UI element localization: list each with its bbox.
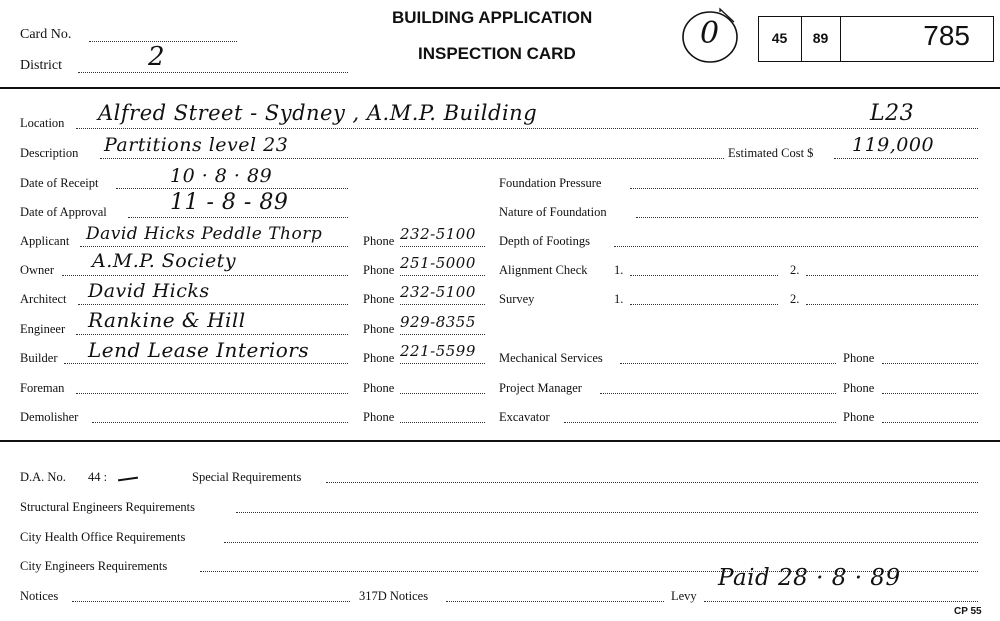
levy-value: Paid 28 · 8 · 89	[718, 565, 901, 591]
applicant-label: Applicant	[20, 234, 70, 248]
box-code-2: 89	[812, 30, 829, 46]
architect-phone-label: Phone	[363, 292, 395, 306]
demolisher-phone-field[interactable]	[400, 422, 485, 423]
foundation-pressure-label: Foundation Pressure	[499, 176, 602, 190]
engineer-phone-label: Phone	[363, 322, 395, 336]
description-label: Description	[20, 146, 79, 160]
engineer-value: Rankine & Hill	[88, 308, 246, 332]
location-label: Location	[20, 116, 65, 130]
estimated-cost-label: Estimated Cost $	[728, 146, 814, 160]
health-label: City Health Office Requirements	[20, 530, 186, 544]
foundation-pressure-field[interactable]	[630, 188, 978, 189]
form-code: CP 55	[954, 606, 982, 617]
applicant-phone-label: Phone	[363, 234, 395, 248]
special-requirements-field[interactable]	[326, 482, 978, 483]
applicant-value: David Hicks Peddle Thorp	[86, 224, 323, 244]
engineer-field[interactable]	[76, 334, 348, 335]
foreman-phone-label: Phone	[363, 381, 395, 395]
top-rule	[0, 87, 1000, 89]
architect-phone: 232-5100	[400, 283, 476, 301]
alignment-label: Alignment Check	[499, 263, 588, 277]
receipt-field[interactable]	[116, 188, 348, 189]
city-engineers-label: City Engineers Requirements	[20, 559, 168, 573]
special-requirements-label: Special Requirements	[192, 470, 302, 484]
depth-footings-field[interactable]	[614, 246, 978, 247]
foreman-label: Foreman	[20, 381, 65, 395]
structural-label: Structural Engineers Requirements	[20, 500, 195, 514]
demolisher-phone-label: Phone	[363, 410, 395, 424]
nature-foundation-label: Nature of Foundation	[499, 205, 607, 219]
project-manager-label: Project Manager	[499, 381, 582, 395]
owner-phone-label: Phone	[363, 263, 395, 277]
receipt-label: Date of Receipt	[20, 176, 99, 190]
da-no-value: 44 :	[88, 470, 108, 484]
engineer-phone: 929-8355	[400, 313, 476, 331]
architect-value: David Hicks	[88, 280, 210, 302]
survey-2-field[interactable]	[806, 304, 978, 305]
survey-1-label: 1.	[614, 292, 624, 306]
notices-317d-field[interactable]	[446, 601, 664, 602]
alignment-1-field[interactable]	[630, 275, 778, 276]
notices-label: Notices	[20, 589, 59, 603]
builder-label: Builder	[20, 351, 58, 365]
owner-phone-field[interactable]	[400, 275, 485, 276]
circled-mark-text: 0	[700, 16, 720, 51]
levy-field[interactable]	[704, 601, 978, 602]
builder-phone: 221-5599	[400, 342, 476, 360]
builder-phone-label: Phone	[363, 351, 395, 365]
levy-label: Levy	[671, 589, 697, 603]
excavator-label: Excavator	[499, 410, 550, 424]
mechanical-label: Mechanical Services	[499, 351, 603, 365]
demolisher-label: Demolisher	[20, 410, 79, 424]
description-value: Partitions level 23	[104, 134, 289, 156]
district-value: 2	[148, 42, 166, 72]
da-no-label: D.A. No.	[20, 470, 66, 484]
notices-field[interactable]	[72, 601, 350, 602]
demolisher-field[interactable]	[92, 422, 348, 423]
foreman-phone-field[interactable]	[400, 393, 485, 394]
notices-317d-label: 317D Notices	[359, 589, 429, 603]
mechanical-field[interactable]	[620, 363, 836, 364]
owner-phone: 251-5000	[400, 254, 476, 272]
box-code-1: 45	[771, 30, 788, 46]
excavator-phone-label: Phone	[843, 410, 875, 424]
approval-field[interactable]	[128, 217, 348, 218]
description-field[interactable]	[100, 158, 724, 159]
engineer-label: Engineer	[20, 322, 66, 336]
owner-label: Owner	[20, 263, 55, 277]
alignment-2-field[interactable]	[806, 275, 978, 276]
project-manager-field[interactable]	[600, 393, 836, 394]
owner-value: A.M.P. Society	[92, 250, 237, 272]
applicant-phone-field[interactable]	[400, 246, 485, 247]
location-extra: L23	[870, 101, 915, 126]
health-field[interactable]	[224, 542, 978, 543]
engineer-phone-field[interactable]	[400, 334, 485, 335]
project-manager-phone-label: Phone	[843, 381, 875, 395]
receipt-value: 10 · 8 · 89	[170, 165, 273, 187]
card-no-label: Card No.	[20, 27, 72, 42]
builder-value: Lend Lease Interiors	[88, 338, 310, 362]
approval-label: Date of Approval	[20, 205, 107, 219]
mechanical-phone-field[interactable]	[882, 363, 978, 364]
location-field[interactable]	[76, 128, 978, 129]
depth-footings-label: Depth of Footings	[499, 234, 590, 248]
applicant-field[interactable]	[80, 246, 348, 247]
architect-phone-field[interactable]	[400, 304, 485, 305]
survey-label: Survey	[499, 292, 535, 306]
approval-value: 11 - 8 - 89	[170, 190, 289, 215]
district-field[interactable]	[78, 72, 348, 73]
bottom-rule	[0, 440, 1000, 442]
structural-field[interactable]	[236, 512, 978, 513]
alignment-2-label: 2.	[790, 263, 800, 277]
estimated-cost-field[interactable]	[834, 158, 978, 159]
nature-foundation-field[interactable]	[636, 217, 978, 218]
da-no-dash	[118, 477, 138, 482]
owner-field[interactable]	[62, 275, 348, 276]
builder-field[interactable]	[64, 363, 348, 364]
excavator-phone-field[interactable]	[882, 422, 978, 423]
survey-2-label: 2.	[790, 292, 800, 306]
applicant-phone: 232-5100	[400, 225, 476, 243]
survey-1-field[interactable]	[630, 304, 778, 305]
form-title-line1: BUILDING APPLICATION	[392, 8, 593, 27]
alignment-1-label: 1.	[614, 263, 624, 277]
form-title-line2: INSPECTION CARD	[418, 44, 576, 63]
estimated-cost-value: 119,000	[852, 134, 935, 156]
project-manager-phone-field[interactable]	[882, 393, 978, 394]
architect-label: Architect	[20, 292, 67, 306]
location-value: Alfred Street - Sydney , A.M.P. Building	[98, 101, 538, 125]
architect-field[interactable]	[78, 304, 348, 305]
box-number: 785	[923, 20, 970, 51]
foreman-field[interactable]	[76, 393, 348, 394]
excavator-field[interactable]	[564, 422, 836, 423]
mechanical-phone-label: Phone	[843, 351, 875, 365]
builder-phone-field[interactable]	[400, 363, 485, 364]
district-label: District	[20, 58, 62, 73]
